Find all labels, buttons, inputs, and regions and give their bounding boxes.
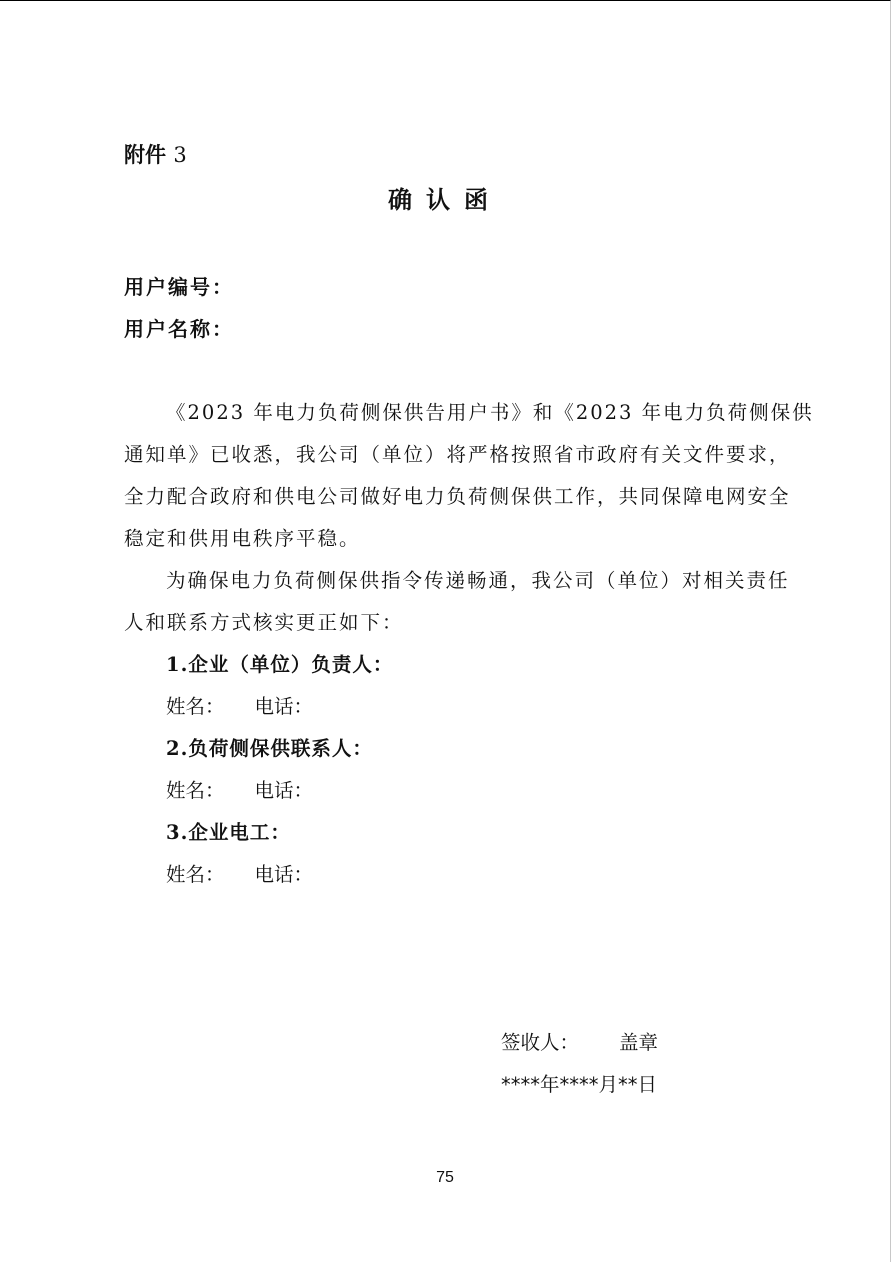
user-name-label: 用户名称： [124, 317, 234, 341]
name-label: 姓名： [166, 779, 225, 802]
signature-line [501, 1027, 658, 1055]
contact-heading-principal: 1.企业（单位）负责人： [166, 653, 394, 676]
signer-label: 签收人： [501, 1031, 580, 1054]
name-label: 姓名： [166, 695, 225, 718]
paragraph-1-line-2: 通知单》已收悉，我公司（单位）将严格按照省市政府有关文件要求， [124, 443, 791, 466]
paragraph-1-line-1: 《2023 年电力负荷侧保供告用户书》和《2023 年电力负荷侧保供 [166, 401, 814, 424]
phone-label: 电话： [254, 779, 314, 802]
paragraph-1-line-3: 全力配合政府和供电公司做好电力负荷侧保供工作，共同保障电网安全 [124, 485, 791, 508]
paragraph-1-line-4: 稳定和供用电秩序平稳。 [124, 527, 361, 550]
phone-label: 电话： [254, 695, 314, 718]
page-number: 75 [436, 1169, 454, 1186]
contact-row-principal [166, 691, 313, 719]
contact-row-electrician [166, 859, 313, 887]
name-label: 姓名： [166, 863, 225, 886]
date-placeholder: ****年****月**日 [501, 1073, 658, 1096]
paragraph-2-line-1: 为确保电力负荷侧保供指令传递畅通，我公司（单位）对相关责任 [166, 569, 790, 592]
stamp-label: 盖章 [619, 1031, 659, 1054]
user-number-label: 用户编号： [124, 275, 234, 299]
paragraph-2-line-2: 人和联系方式核实更正如下： [124, 611, 404, 634]
phone-label: 电话： [254, 863, 314, 886]
document-title: 确认函 [388, 185, 502, 214]
attachment-label-text: 附件 [124, 142, 166, 167]
contact-row-liaison [166, 775, 313, 803]
attachment-label [124, 139, 187, 169]
contact-heading-electrician: 3.企业电工： [166, 821, 291, 844]
contact-heading-liaison: 2.负荷侧保供联系人： [166, 737, 373, 760]
attachment-number: 3 [173, 143, 187, 167]
